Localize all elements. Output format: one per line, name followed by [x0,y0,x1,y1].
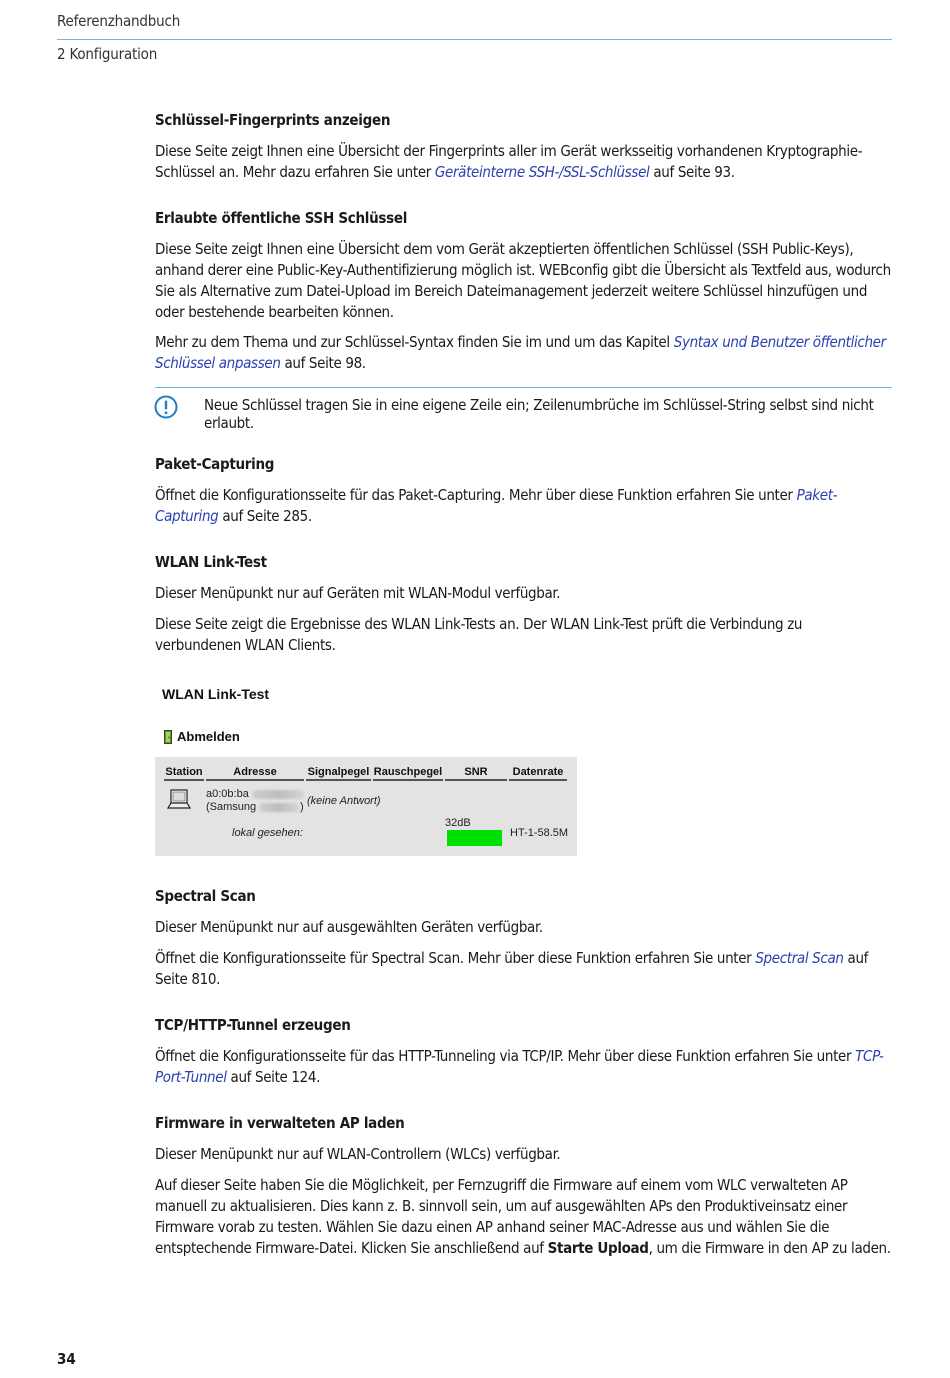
section-capturing-text [155,485,892,527]
screenshot-title: WLAN Link-Test [162,686,270,702]
logout-label: Abmelden [177,729,240,744]
paragraph: Diese Seite zeigt Ihnen eine Übersicht dem vom Gerät akzeptierten öffentlichen Schlüssel (SSH Public-Keys), anhand derer eine Public-Key-Authentifizierung möglich ist. WEBconfig gibt die Übersicht als Textfeld aus, wodurch Sie als Alternative zum Datei-Upload im Bereich Dateimanagement jederzeit weitere Schlüssel hinzufügen und oder bestehende bearbeiten können. [155,240,891,321]
paragraph [155,948,892,990]
section-tunnel-text [155,1046,892,1088]
text-run: auf Seite 124. [226,1068,321,1086]
paragraph: Dieser Menüpunkt nur auf Geräten mit WLAN-Modul verfügbar. [155,584,561,602]
section-heading: Firmware in verwalteten AP laden [155,1114,405,1132]
section-firmware [155,1114,892,1132]
section-fingerprints [155,111,892,129]
info-exclamation-icon [154,395,178,419]
paragraph: Diese Seite zeigt die Ergebnisse des WLAN Link-Tests an. Der WLAN Link-Test prüft die Verbindung zu verbundenen WLAN Clients. [155,615,803,654]
column-header: Datenrate [509,766,567,781]
text-run: , um die Firmware in den AP zu laden. [648,1239,891,1257]
paragraph [155,332,892,374]
column-header: Adresse [206,766,304,781]
header-divider [57,39,892,40]
redacted-vendor [259,803,299,812]
xref-link[interactable]: Paket-Capturing [155,486,838,525]
section-linktest-text [155,583,892,604]
snr-value: 32dB [445,817,471,829]
section-capturing [155,455,892,473]
text-run: Öffnet die Konfigurationsseite für Spectral Scan. Mehr über diese Funktion erfahren Sie unter [155,949,756,967]
section-fingerprints-text [155,141,892,183]
text-run: auf Seite 98. [280,354,366,372]
text-run: Auf dieser Seite haben Sie die Möglichkeit, per Fernzugriff die Firmware auf einem vom WLC verwalteten AP manuell zu aktualisieren. Dies kann z. B. sinnvoll sein, um auf ausgewählten APs den Produktiveinsatz einer Firmware vorab zu testen. Wählen Sie dazu einen AP anhand seiner MAC-Adresse aus und wählen Sie die entsptechende Firmware-Datei. Klicken Sie anschließend auf [155,1176,848,1257]
text-run: auf Seite 285. [218,507,312,525]
column-header: Rauschpegel [373,766,443,781]
section-ssh-text2 [155,332,892,374]
column-header: Station [164,766,204,781]
xref-link[interactable]: Geräteinterne SSH-/SSL-Schlüssel [434,163,650,181]
note-divider [155,387,892,388]
station-vendor-close: ) [300,801,304,813]
paragraph [155,1175,892,1259]
xref-link[interactable]: Spectral Scan [755,949,844,967]
local-seen-label: lokal gesehen: [232,827,303,839]
snr-bar [447,830,502,846]
section-heading: WLAN Link-Test [155,553,267,571]
section-spectral-text [155,917,892,938]
column-header: SNR [445,766,507,781]
bold-term: Starte Upload [547,1239,649,1257]
column-header: Signalpegel [306,766,371,781]
section-heading: Erlaubte öffentliche SSH Schlüssel [155,209,408,227]
section-ssh-text [155,239,892,323]
logout-icon [164,730,174,744]
paragraph [155,141,892,183]
running-header-title: Referenzhandbuch [57,12,181,30]
linktest-table [155,757,577,856]
paragraph [155,485,892,527]
section-tunnel [155,1016,892,1034]
section-linktest [155,553,892,571]
paragraph: Dieser Menüpunkt nur auf ausgewählten Geräten verfügbar. [155,918,543,936]
section-firmware-text [155,1144,892,1165]
running-header-chapter: 2 Konfiguration [57,45,158,63]
section-heading: Spectral Scan [155,887,256,905]
paragraph: Dieser Menüpunkt nur auf WLAN-Controllern (WLCs) verfügbar. [155,1145,561,1163]
section-heading: Schlüssel-Fingerprints anzeigen [155,111,391,129]
page-number: 34 [57,1350,76,1368]
section-firmware-text2 [155,1175,892,1259]
data-rate: HT-1-58.5M [510,827,569,839]
laptop-icon [166,788,192,812]
logout-link[interactable] [164,729,240,744]
section-heading: TCP/HTTP-Tunnel erzeugen [155,1016,351,1034]
section-linktest-text2 [155,614,892,656]
section-ssh [155,209,892,227]
station-vendor: (Samsung [206,801,257,813]
text-run: auf Seite 93. [649,163,735,181]
text-run: auf Seite 810. [155,949,869,988]
station-address: a0:0b:ba [206,788,249,800]
xref-link[interactable]: TCP-Port-Tunnel [155,1047,884,1086]
text-run: Mehr zu dem Thema und zur Schlüssel-Syntax finden Sie im und um das Kapitel [155,333,674,351]
response-status: (keine Antwort) [307,795,381,807]
text-run: Diese Seite zeigt Ihnen eine Übersicht der Fingerprints aller im Gerät werksseitig vorhandenen Kryptographie-Schlüssel an. Mehr dazu erfahren Sie unter [155,142,863,181]
section-heading: Paket-Capturing [155,455,275,473]
text-run: Öffnet die Konfigurationsseite für das HTTP-Tunneling via TCP/IP. Mehr über diese Funktion erfahren Sie unter [155,1047,856,1065]
xref-link[interactable]: Syntax und Benutzer öffentlicher Schlüssel anpassen [155,333,886,372]
text-run: Öffnet die Konfigurationsseite für das Paket-Capturing. Mehr über diese Funktion erfahren Sie unter [155,486,797,504]
redacted-address [252,790,304,799]
section-spectral-text2 [155,948,892,990]
paragraph [155,1046,892,1088]
section-spectral [155,887,892,905]
wlan-linktest-screenshot [155,680,595,860]
note-text: Neue Schlüssel tragen Sie in eine eigene Zeile ein; Zeilenumbrüche im Schlüssel-String selbst sind nicht erlaubt. [204,396,874,432]
